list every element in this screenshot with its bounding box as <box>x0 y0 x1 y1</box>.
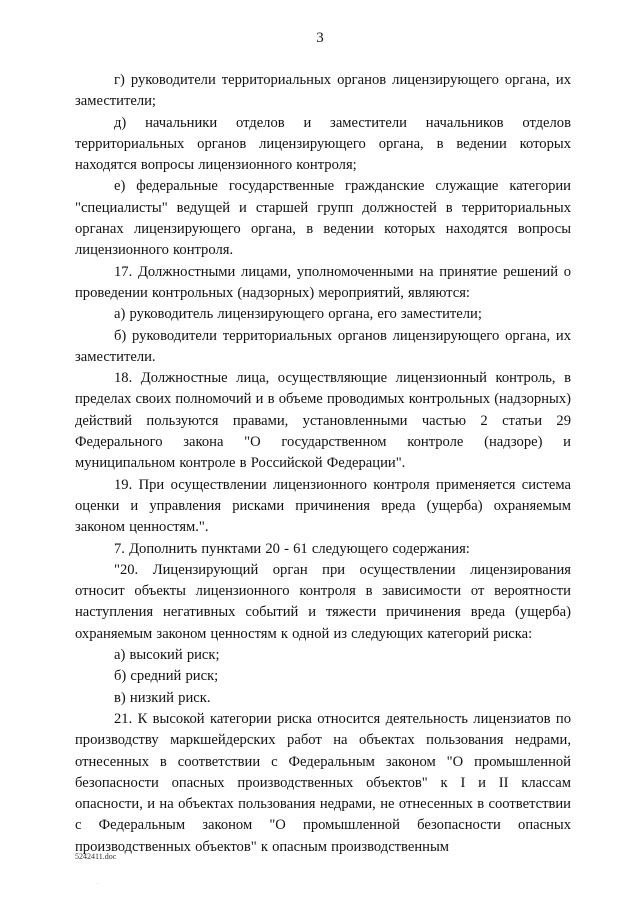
paragraph-clause-19: 19. При осуществлении лицензионного контроля применяется система оценки и управления рисками причинения вреда (ущерба) охраняемым законом ценностям.". <box>75 476 571 536</box>
paragraph-risk-low: в) низкий риск. <box>114 689 211 706</box>
paragraph-risk-medium: б) средний риск; <box>114 668 219 685</box>
page-number: 3 <box>316 30 324 46</box>
paragraph-clause-17-a: а) руководитель лицензирующего органа, его заместители; <box>114 306 482 323</box>
document-body <box>75 70 571 858</box>
footer-mark: . <box>97 880 99 886</box>
paragraph-clause-18: 18. Должностные лица, осуществляющие лицензионный контроль, в пределах своих полномочий и в объеме проводимых контрольных (надзорных) действий пользуются правами, установленными частью 2 статьи 29 Федерального закона "О государственном контроле (надзоре) и муниципальном контроле в Российской Федерации". <box>75 370 571 472</box>
paragraph-item-g: г) руководители территориальных органов лицензирующего органа, их заместители; <box>75 72 571 110</box>
document-code: 5242411.doc <box>75 852 117 861</box>
paragraph-item-e: е) федеральные государственные гражданские служащие категории "специалисты" ведущей и старшей групп должностей в территориальных органах лицензирующего органа, в ведении которых находятся вопросы лицензионного контроля. <box>75 178 571 259</box>
paragraph-clause-17: 17. Должностными лицами, уполномоченными на принятие решений о проведении контрольных (надзорных) мероприятий, являются: <box>75 263 571 301</box>
paragraph-risk-high: а) высокий риск; <box>114 647 220 664</box>
paragraph-item-d: д) начальники отделов и заместители начальников отделов территориальных органов лицензирующего органа, в ведении которых находятся вопросы лицензионного контроля; <box>75 114 571 174</box>
paragraph-clause-20: "20. Лицензирующий орган при осуществлении лицензирования относит объекты лицензионного контроля в зависимости от вероятности наступления негативных событий и тяжести причинения вреда (ущерба) охраняемым законом ценностям к одной из следующих категорий риска: <box>75 561 571 642</box>
paragraph-amendment-7: 7. Дополнить пунктами 20 - 61 следующего содержания: <box>114 540 470 557</box>
paragraph-clause-21: 21. К высокой категории риска относится деятельность лицензиатов по производству маркшейдерских работ на объектах пользования недрами, отнесенных в соответствии с Федеральным законом "О промышленной безопасности опасных производственных объектов" к I и II классам опасности, и на объектах пользования недрами, не отнесенных в соответствии с Федеральным законом "О промышленной безопасности опасных производственных объектов" к опасным производственным <box>75 710 571 855</box>
paragraph-clause-17-b: б) руководители территориальных органов лицензирующего органа, их заместители. <box>75 327 571 365</box>
